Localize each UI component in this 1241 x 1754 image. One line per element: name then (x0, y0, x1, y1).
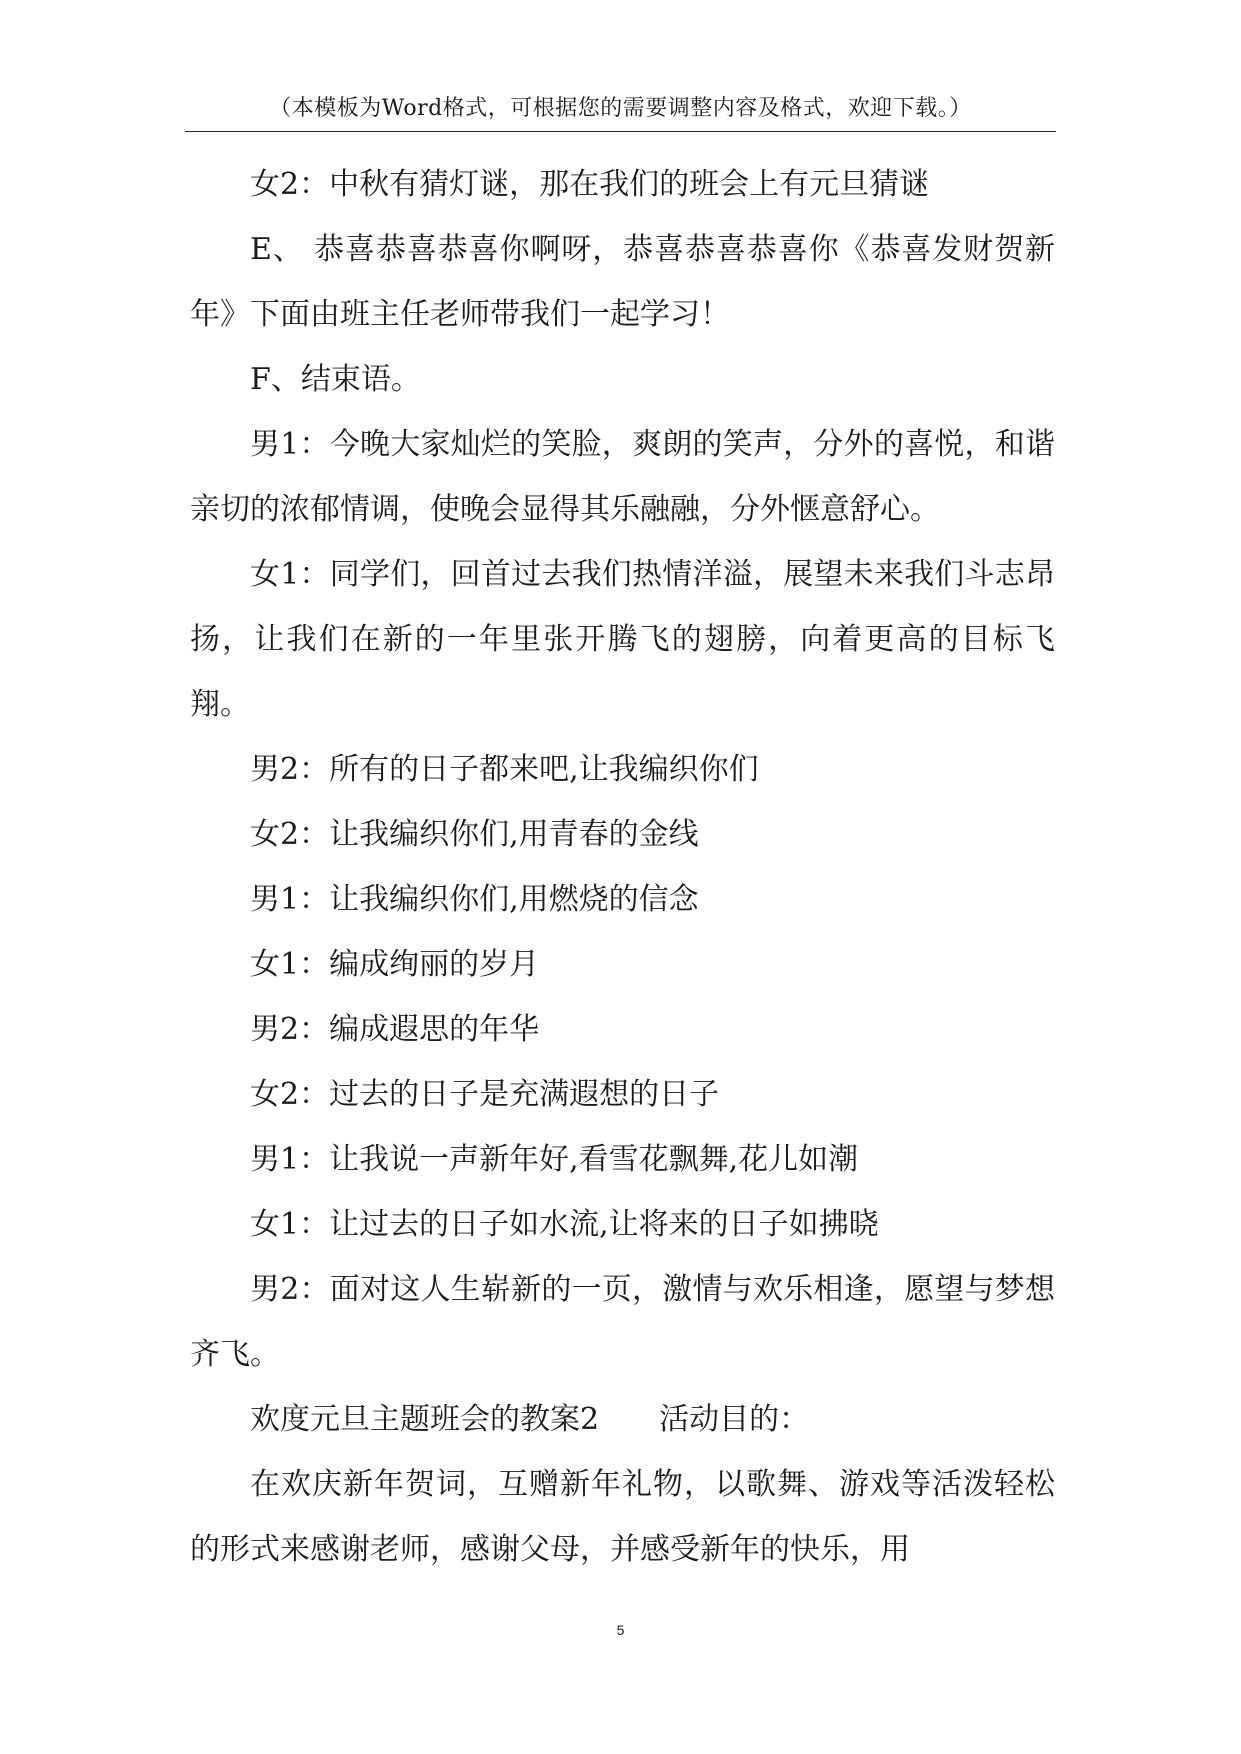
paragraph: 女2：中秋有猜灯谜，那在我们的班会上有元旦猜谜 (250, 167, 930, 202)
template-note-header: （本模板为Word格式，可根据您的需要调整内容及格式，欢迎下载。） (269, 96, 972, 121)
paragraph: 男1：让我编织你们,用燃烧的信念 (250, 882, 699, 917)
paragraph: 女1：编成绚丽的岁月 (250, 947, 540, 982)
paragraph: F、结束语。 (250, 362, 421, 397)
paragraph: 男1：让我说一声新年好,看雪花飘舞,花儿如潮 (250, 1142, 859, 1177)
section-heading: 欢度元旦主题班会的教案2 活动目的： (250, 1402, 810, 1437)
page-number: 5 (616, 1622, 625, 1638)
paragraph: 男2：编成遐思的年华 (250, 1012, 540, 1047)
paragraph: 女1：让过去的日子如水流,让将来的日子如拂晓 (250, 1207, 879, 1242)
document-body (190, 152, 1055, 1582)
header-divider (185, 131, 1056, 132)
paragraph: 女2：过去的日子是充满遐想的日子 (250, 1077, 720, 1112)
paragraph: 男2：所有的日子都来吧,让我编织你们 (250, 752, 759, 787)
paragraph: E、 恭喜恭喜恭喜你啊呀，恭喜恭喜恭喜你《恭喜发财贺新年》下面由班主任老师带我们一起学习！ (190, 232, 1055, 332)
paragraph: 在欢庆新年贺词，互赠新年礼物，以歌舞、游戏等活泼轻松的形式来感谢老师，感谢父母，并感受新年的快乐，用 (190, 1467, 1055, 1567)
paragraph: 男2：面对这人生崭新的一页，激情与欢乐相逢，愿望与梦想齐飞。 (190, 1272, 1055, 1372)
paragraph: 女1：同学们，回首过去我们热情洋溢，展望未来我们斗志昂扬，让我们在新的一年里张开腾飞的翅膀，向着更高的目标飞翔。 (190, 557, 1055, 722)
paragraph: 女2：让我编织你们,用青春的金线 (250, 817, 699, 852)
paragraph: 男1：今晚大家灿烂的笑脸，爽朗的笑声，分外的喜悦，和谐亲切的浓郁情调，使晚会显得其乐融融，分外惬意舒心。 (190, 427, 1055, 527)
